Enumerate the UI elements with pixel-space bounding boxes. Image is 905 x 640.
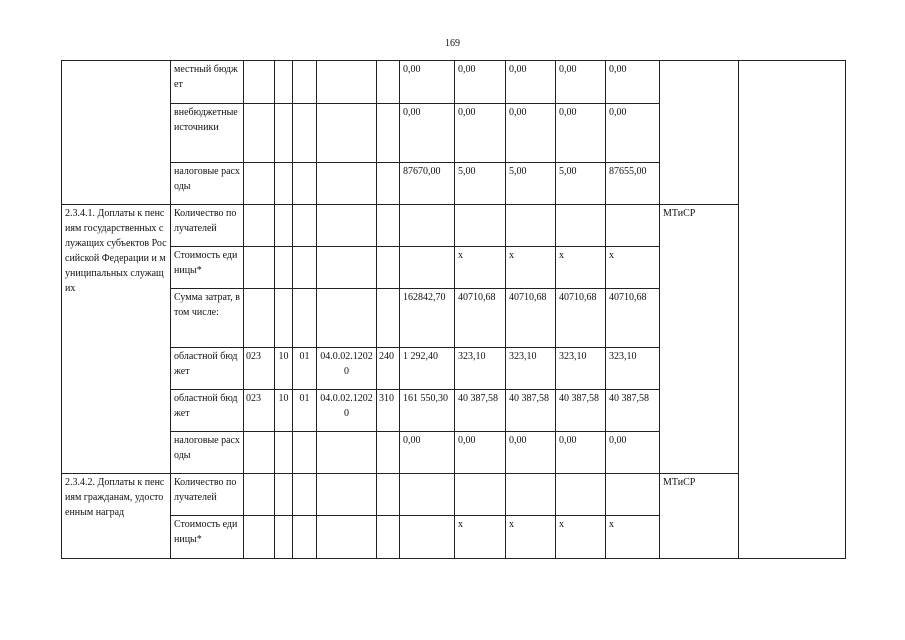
value-cell: 40710,68 bbox=[455, 289, 506, 348]
row-label: Стоимость единицы* bbox=[171, 247, 244, 289]
value-cell: 0,00 bbox=[606, 432, 660, 474]
row-label: областной бюджет bbox=[171, 390, 244, 432]
value-cell: x bbox=[455, 516, 506, 559]
value-cell: 323,10 bbox=[606, 348, 660, 390]
value-cell: 0,00 bbox=[400, 104, 455, 163]
value-cell: 0,00 bbox=[400, 432, 455, 474]
value-cell: 40 387,58 bbox=[606, 390, 660, 432]
value-cell: 40710,68 bbox=[506, 289, 556, 348]
value-cell: 40 387,58 bbox=[506, 390, 556, 432]
value-cell: x bbox=[606, 516, 660, 559]
value-cell: 0,00 bbox=[606, 61, 660, 104]
value-cell: 5,00 bbox=[455, 163, 506, 205]
table-row bbox=[62, 61, 846, 104]
grbs-cell: 023 bbox=[244, 348, 275, 390]
row-label: Количество получателей bbox=[171, 474, 244, 516]
value-cell: x bbox=[506, 247, 556, 289]
executor-cell: МТиСР bbox=[660, 205, 739, 474]
value-cell: 323,10 bbox=[455, 348, 506, 390]
value-cell: 87670,00 bbox=[400, 163, 455, 205]
value-cell: x bbox=[606, 247, 660, 289]
value-cell: 0,00 bbox=[506, 432, 556, 474]
row-label: Сумма затрат, в том числе: bbox=[171, 289, 244, 348]
value-cell: 0,00 bbox=[556, 61, 606, 104]
value-cell: 0,00 bbox=[455, 104, 506, 163]
value-cell: 323,10 bbox=[506, 348, 556, 390]
value-cell: x bbox=[455, 247, 506, 289]
value-cell: 40710,68 bbox=[606, 289, 660, 348]
table-row bbox=[62, 205, 846, 247]
value-cell: 0,00 bbox=[556, 104, 606, 163]
pr-cell: 01 bbox=[293, 390, 317, 432]
value-cell: 0,00 bbox=[606, 104, 660, 163]
value-cell: 0,00 bbox=[455, 61, 506, 104]
value-cell: 161 550,30 bbox=[400, 390, 455, 432]
value-cell: x bbox=[556, 247, 606, 289]
grbs-cell: 023 bbox=[244, 390, 275, 432]
measure-name: 2.3.4.1. Доплаты к пенсиям государственных служащих субъектов Российской Федерации и муниципальных служащих bbox=[62, 205, 171, 474]
value-cell: 0,00 bbox=[506, 61, 556, 104]
row-label: Стоимость единицы* bbox=[171, 516, 244, 559]
row-label: внебюджетные источники bbox=[171, 104, 244, 163]
value-cell: 1 292,40 bbox=[400, 348, 455, 390]
rz-cell: 10 bbox=[275, 348, 293, 390]
value-cell: 162842,70 bbox=[400, 289, 455, 348]
pr-cell: 01 bbox=[293, 348, 317, 390]
value-cell: x bbox=[506, 516, 556, 559]
value-cell: 5,00 bbox=[506, 163, 556, 205]
value-cell: 0,00 bbox=[556, 432, 606, 474]
vr-cell: 310 bbox=[377, 390, 400, 432]
row-label: налоговые расходы bbox=[171, 432, 244, 474]
table-row bbox=[62, 474, 846, 516]
row-label: Количество получателей bbox=[171, 205, 244, 247]
csr-cell: 04.0.02.12020 bbox=[317, 348, 377, 390]
row-label: налоговые расходы bbox=[171, 163, 244, 205]
page-number: 169 bbox=[445, 38, 460, 49]
value-cell: 0,00 bbox=[506, 104, 556, 163]
row-label: областной бюджет bbox=[171, 348, 244, 390]
csr-cell: 04.0.02.12020 bbox=[317, 390, 377, 432]
notes-cell bbox=[739, 61, 846, 559]
budget-table bbox=[61, 60, 846, 559]
value-cell: x bbox=[556, 516, 606, 559]
value-cell: 40 387,58 bbox=[556, 390, 606, 432]
value-cell: 40 387,58 bbox=[455, 390, 506, 432]
executor-cell: МТиСР bbox=[660, 474, 739, 559]
value-cell: 0,00 bbox=[400, 61, 455, 104]
value-cell: 5,00 bbox=[556, 163, 606, 205]
value-cell: 40710,68 bbox=[556, 289, 606, 348]
value-cell: 323,10 bbox=[556, 348, 606, 390]
row-label: местный бюджет bbox=[171, 61, 244, 104]
measure-name: 2.3.4.2. Доплаты к пенсиям гражданам, удостоенным наград bbox=[62, 474, 171, 559]
value-cell: 0,00 bbox=[455, 432, 506, 474]
executor-cell bbox=[660, 61, 739, 205]
empty-cell bbox=[62, 61, 171, 205]
value-cell: 87655,00 bbox=[606, 163, 660, 205]
vr-cell: 240 bbox=[377, 348, 400, 390]
rz-cell: 10 bbox=[275, 390, 293, 432]
